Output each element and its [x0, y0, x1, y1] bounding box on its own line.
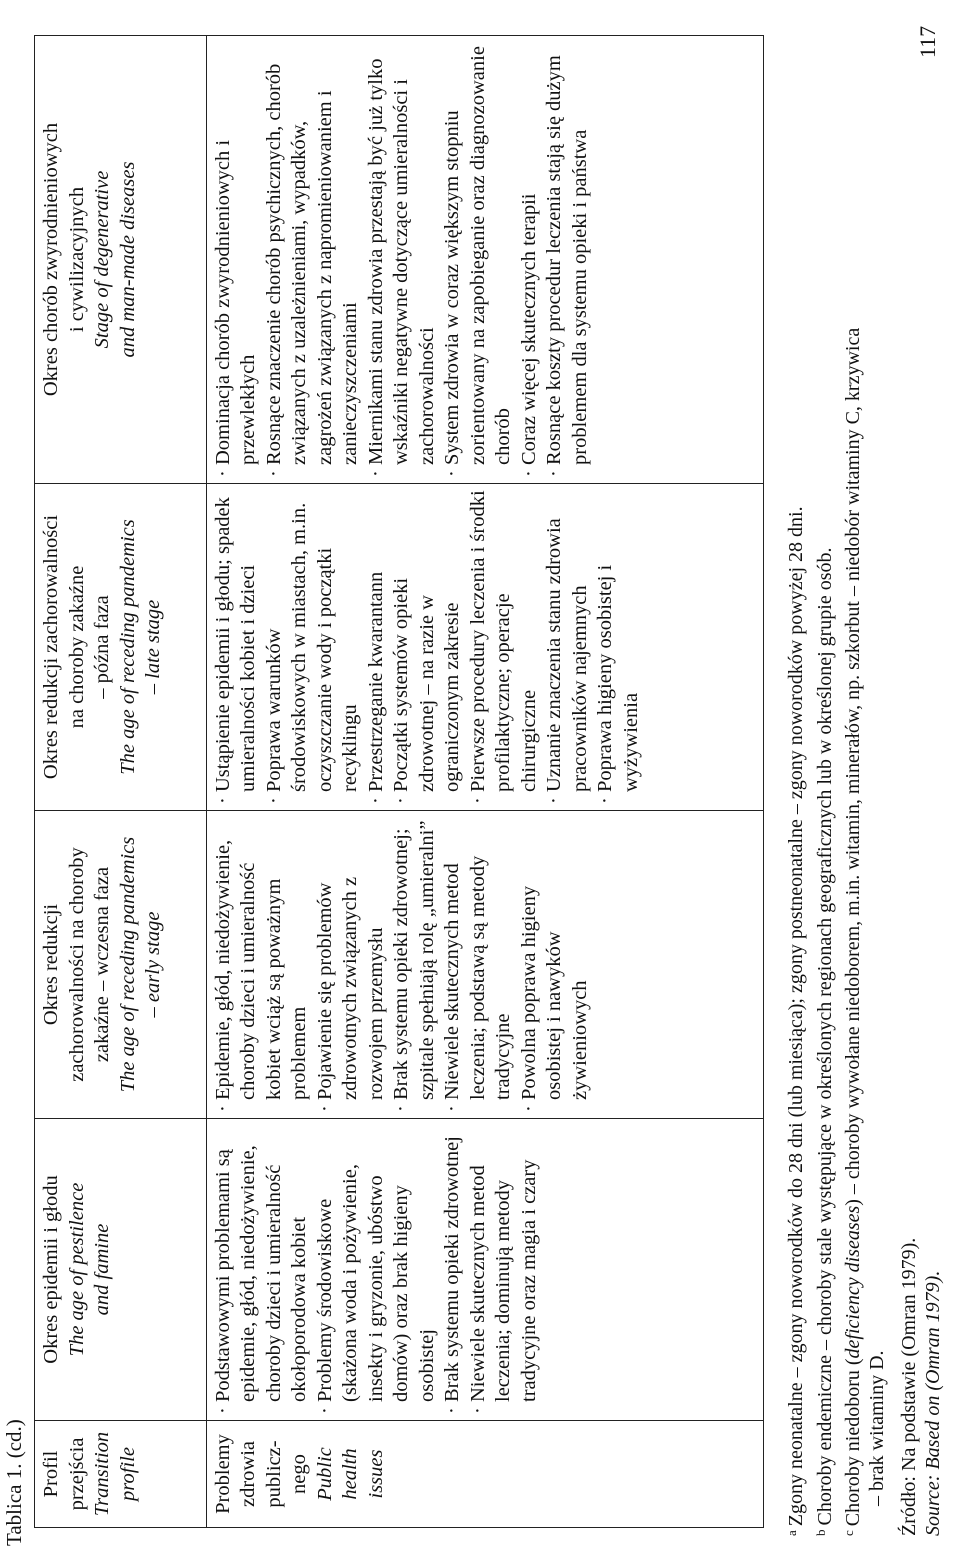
list-item: ·Brak systemu opieki zdrowotnej [441, 1136, 464, 1414]
list-item: ·Rosnące koszty procedur leczenia stają się dużym problemem dla systemu opieki i państwa [543, 55, 591, 477]
list-item: ·Poprawa higieny osobistej i wyżywienia [594, 564, 642, 804]
list-item: ·Powolna poprawa higieny osobistej i nawyków żywieniowych [517, 885, 591, 1112]
list-item: ·Podstawowymi problemami są epidemie, głód, niedożywienie, choroby dzieci i umieralność okołoporodowa kobiet [211, 1145, 311, 1414]
footnotes [780, 26, 889, 1536]
footnote-c: $^c$Choroby niedoboru (deficiency diseases) – choroby wywołane niedoborem, m.in. witamin, minerałów, np. szkorbut – niedobór witaminy C, krzywica [841, 327, 864, 1536]
transition-table [34, 35, 764, 1528]
page-number: 117 [915, 25, 940, 58]
list-item: ·Rosnące znaczenie chorób psychicznych, chorób związanych z uzależnieniami, wypadków, zagrożeń związanych z napromieniowaniem i zanieczyszczeniami [262, 63, 362, 477]
header-profile: Profil przejścia Transition profile [35, 1421, 207, 1528]
list-item: ·Poprawa warunków środowiskowych w miastach, m.in. oczyszczanie wody i początki recyklingu [262, 502, 362, 804]
list-item: ·Pierwsze procedury leczenia i środki profilaktyczne; operacje chirurgiczne [466, 490, 540, 804]
list-item: ·Uznanie znaczenia stanu zdrowia pracowników najemnych [543, 518, 591, 804]
list-item: ·Niewiele skutecznych metod leczenia; podstawą są metody tradycyjne [441, 855, 515, 1112]
list-item: ·Coraz więcej skutecznych terapii [517, 193, 540, 477]
list-item: ·Miernikami stanu zdrowia przestają być już tylko wskaźniki negatywne dotyczące umieralności i zachorowalności [364, 58, 438, 477]
list-item: ·Pojawienie się problemów zdrowotnych związanych z rozwojem przemysłu [313, 876, 387, 1112]
list-item: ·Początki systemów opieki zdrowotnej – na razie w ograniczonym zakresie [390, 577, 464, 804]
list-item: ·Epidemie, głód, niedożywienie, choroby dzieci i umieralność kobiet wciąż są poważnym problemem [211, 839, 311, 1112]
table-caption: Tablica 1. (cd.) [2, 1419, 26, 1546]
early-stage-cell [206, 811, 763, 1119]
source-note: Źródło: Na podstawie (Omran 1979). Source: Based on (Omran 1979). [898, 1237, 944, 1536]
list-item: ·Dominacja chorób zwyrodnieniowych i przewlekłych [211, 139, 260, 477]
list-item: ·Niewiele skutecznych metod leczenia; dominują metody tradycyjne oraz magia i czary [466, 1159, 540, 1414]
list-item: ·System zdrowia w coraz większym stopniu zorientowany na zapobieganie oraz diagnozowanie chorób [441, 46, 515, 477]
header-row [35, 36, 207, 1528]
footnote-c-continued: – brak witaminy D. [865, 1350, 888, 1506]
header-pestilence: Okres epidemii i głodu The age of pestilence and famine [35, 1119, 207, 1421]
late-stage-cell [206, 484, 763, 811]
list-item: ·Przestrzeganie kwarantann [364, 571, 387, 804]
header-late-stage: Okres redukcji zachorowalności na choroby zakaźne – późna faza The age of receding pandemics – late stage [35, 484, 207, 811]
list-item: ·Ustąpienie epidemii i głodu; spadek umieralności kobiet i dzieci [211, 497, 260, 804]
degenerative-cell [206, 36, 763, 484]
footnote-a: $^a$Zgony neonatalne – zgony noworodków do 28 dni (lub miesiąca); zgony postneonatalne – zgony noworodków powyżej 28 dni. [784, 506, 807, 1536]
health-issues-row [206, 36, 763, 1528]
header-early-stage: Okres redukcji zachorowalności na choroby zakaźne – wczesna faza The age of receding pandemics – early stage [35, 811, 207, 1119]
profile-cell: Problemy zdrowia publicz- nego Public health issues [206, 1421, 763, 1528]
list-item: ·Brak systemu opieki zdrowotnej; szpitale spełniają rolę „umieralni” [390, 820, 438, 1112]
footnote-b: $^b$Choroby endemiczne – choroby stale występujące w określonych regionach geograficznych lub w określonej grupie osób. [812, 547, 836, 1536]
pestilence-cell [206, 1119, 763, 1421]
list-item: ·Problemy środowiskowe (skażona woda i pożywienie, insekty i gryzonie, ubóstwo domów) oraz brak higieny osobistej [313, 1164, 438, 1414]
header-degenerative: Okres chorób zwyrodnieniowych i cywilizacyjnych Stage of degenerative and man-made diseases [35, 36, 207, 484]
